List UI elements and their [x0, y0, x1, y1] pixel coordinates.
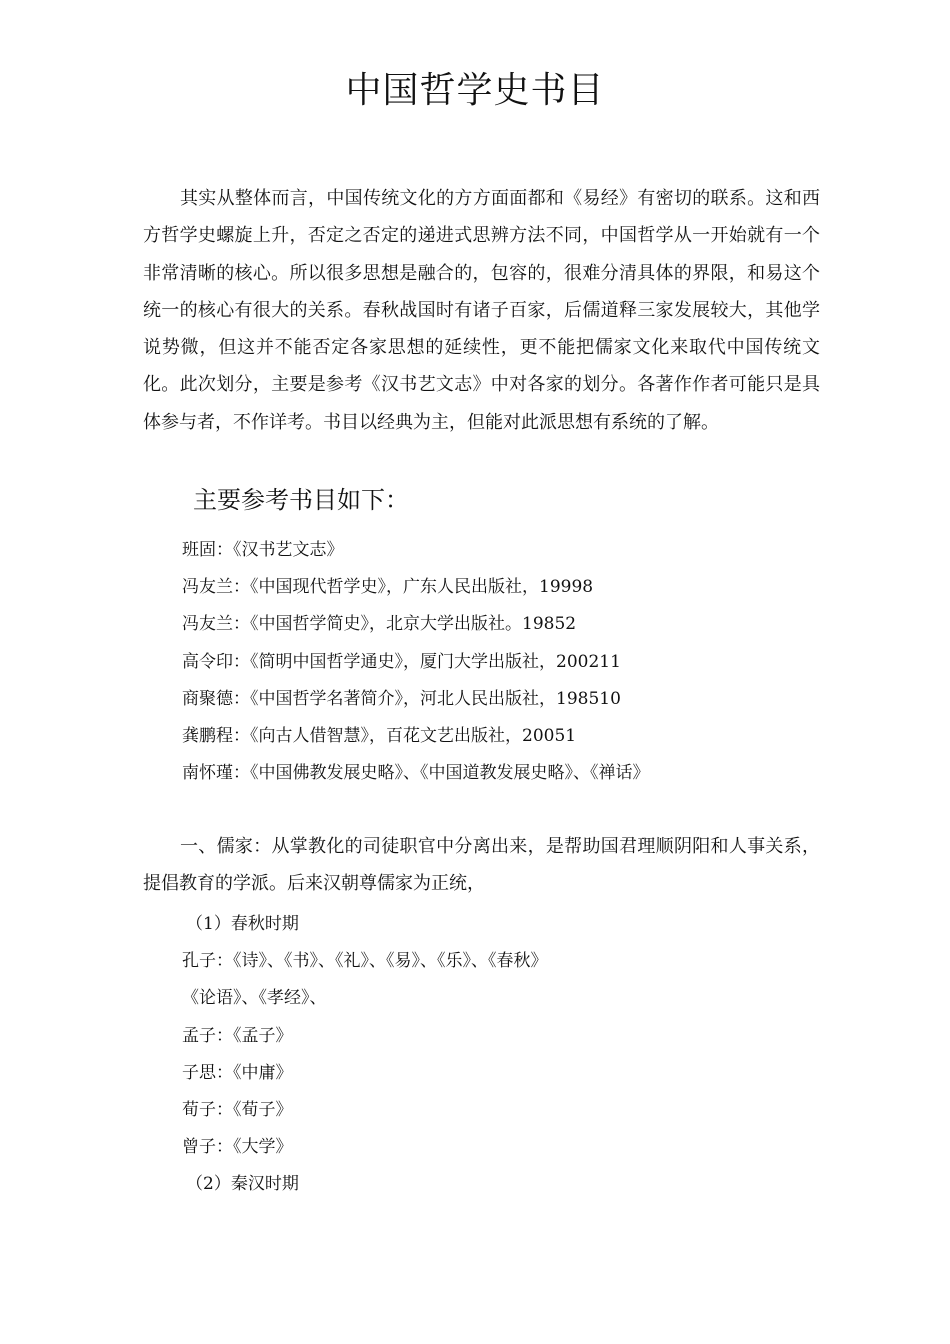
reference-item: 南怀瑾：《中国佛教发展史略》、《中国道教发展史略》、《禅话》 — [182, 763, 650, 784]
work-item: 曾子：《大学》 — [182, 1137, 293, 1158]
confucian-works-list — [182, 906, 822, 1204]
period-heading: （1）春秋时期 — [186, 914, 299, 934]
intro-paragraph — [143, 180, 820, 441]
reference-item: 高令印：《简明中国哲学通史》，厦门大学出版社，200211 — [182, 651, 621, 672]
confucian-section — [143, 828, 820, 902]
reference-list — [182, 532, 822, 792]
period-heading: （2）秦汉时期 — [186, 1174, 299, 1195]
work-item: 子思：《中庸》 — [182, 1062, 293, 1083]
references-heading: 主要参考书目如下： — [193, 486, 409, 514]
reference-item: 龚鹏程：《向古人借智慧》，百花文艺出版社，20051 — [182, 726, 577, 747]
confucian-intro: 一、儒家：从掌教化的司徒职官中分离出来，是帮助国君理顺阴阳和人事关系，提倡教育的学派。后来汉朝尊儒家为正统， — [143, 836, 820, 895]
reference-item: 班固：《汉书艺文志》 — [182, 540, 344, 560]
work-item: 孔子：《诗》、《书》、《礼》、《易》、《乐》、《春秋》 — [182, 951, 548, 972]
work-item: 《论语》、《孝经》、 — [182, 988, 327, 1009]
work-item: 荀子：《荀子》 — [182, 1100, 293, 1121]
work-item: 孟子：《孟子》 — [182, 1025, 293, 1046]
page-title: 中国哲学史书目 — [345, 70, 605, 111]
reference-item: 商聚德：《中国哲学名著简介》，河北人民出版社，198510 — [182, 688, 621, 709]
intro-text: 其实从整体而言，中国传统文化的方方面面都和《易经》有密切的联系。这和西方哲学史螺旋上升，否定之否定的递进式思辨方法不同，中国哲学从一开始就有一个非常清晰的核心。所以很多思想是融合的，包容的，很难分清具体的界限，和易这个统一的核心有很大的关系。春秋战国时有诸子百家，后儒道释三家发展较大，其他学说势微，但这并不能否定各家思想的延续性，更不能把儒家文化来取代中国传统文化。此次划分，主要是参考《汉书艺文志》中对各家的划分。各著作作者可能只是具体参与者，不作详考。书目以经典为主，但能对此派思想有系统的了解。 — [143, 188, 820, 433]
reference-item: 冯友兰：《中国哲学简史》，北京大学出版社。19852 — [182, 614, 577, 635]
reference-item: 冯友兰：《中国现代哲学史》，广东人民出版社，19998 — [182, 577, 594, 598]
